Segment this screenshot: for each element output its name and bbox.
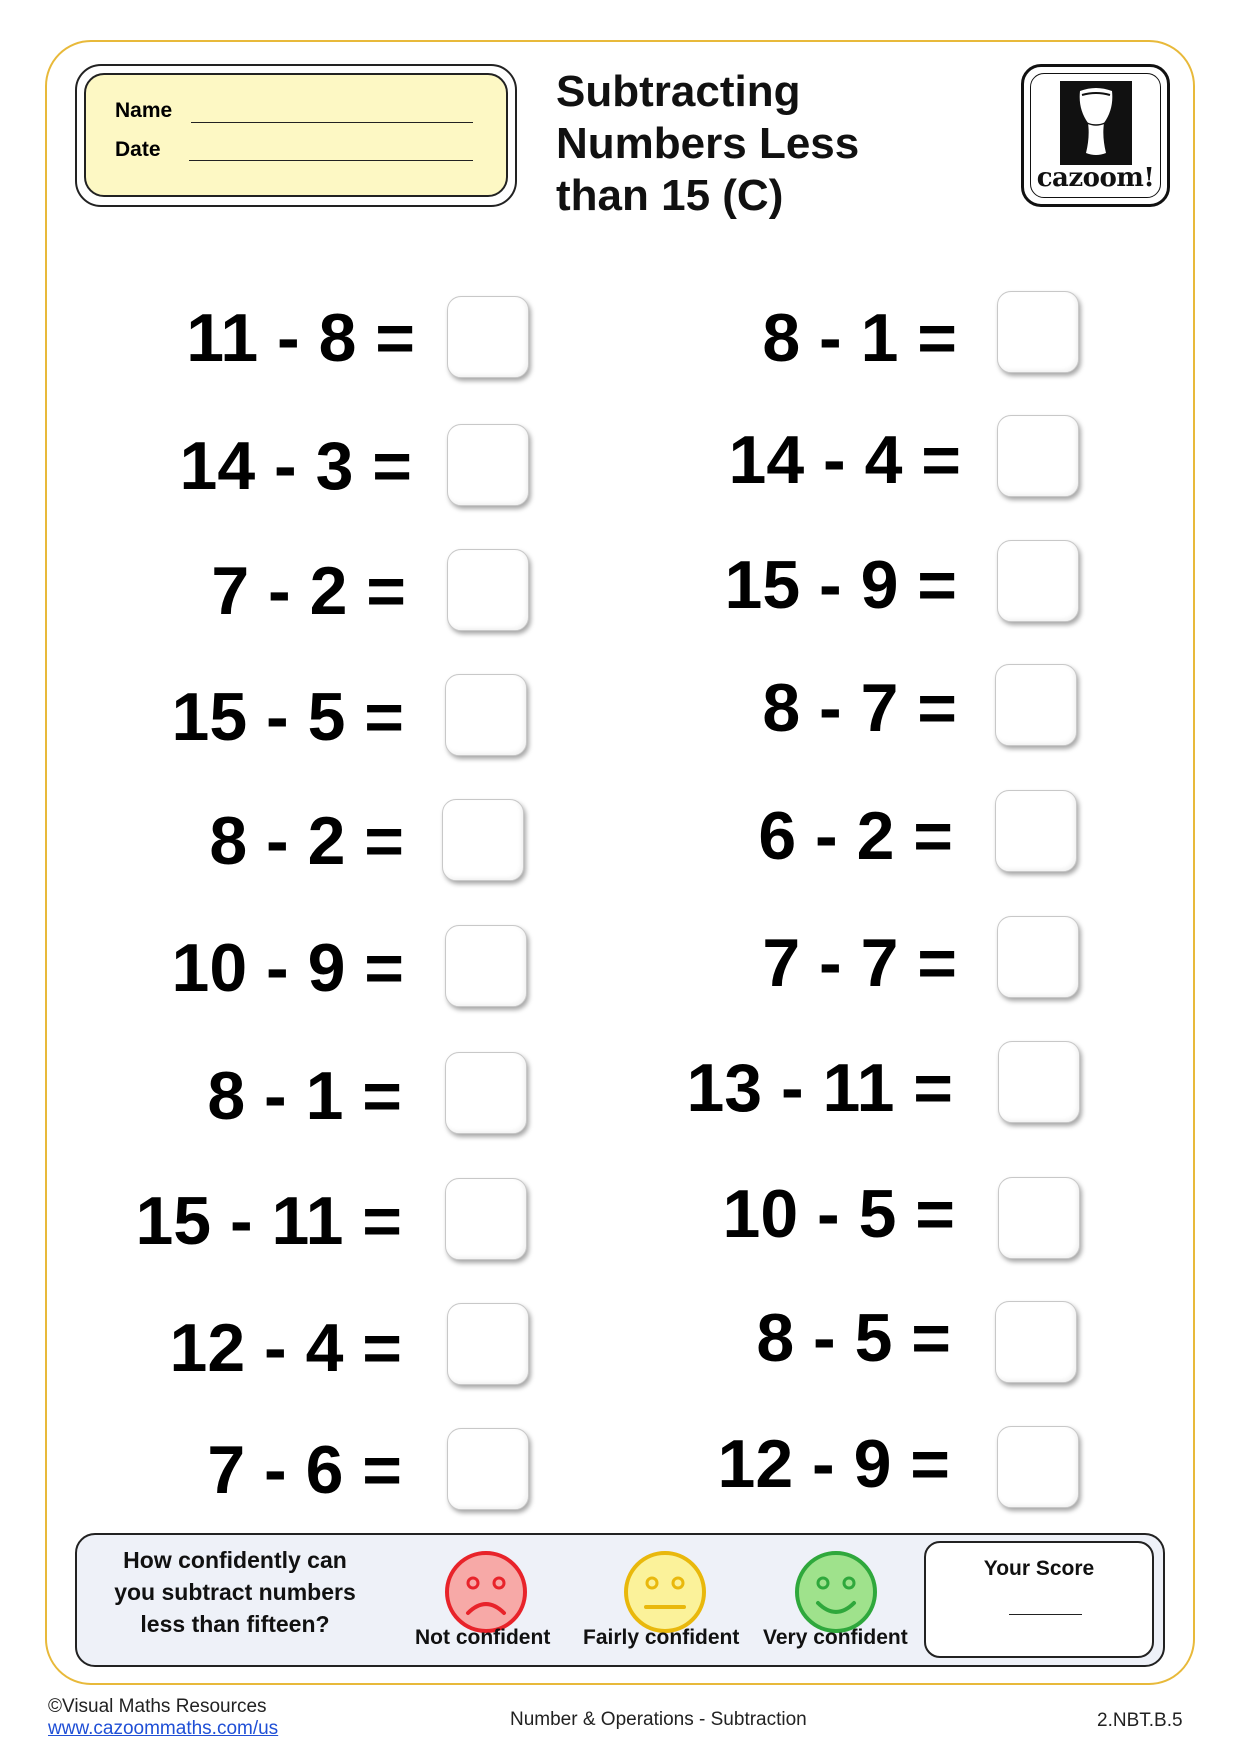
date-label: Date xyxy=(115,138,161,161)
answer-box-right-5[interactable] xyxy=(995,790,1077,872)
page-title xyxy=(556,66,936,222)
problem-right-9: 8 - 5 = xyxy=(756,1300,951,1376)
problem-right-10: 12 - 9 = xyxy=(717,1426,950,1502)
answer-box-right-10[interactable] xyxy=(997,1426,1079,1508)
answer-box-left-8[interactable] xyxy=(445,1178,527,1260)
title-line-2: Numbers Less xyxy=(556,119,860,168)
answer-box-right-2[interactable] xyxy=(997,415,1079,497)
problem-left-3: 7 - 2 = xyxy=(211,553,406,629)
website-link[interactable]: www.cazoommaths.com/us xyxy=(48,1718,279,1739)
problem-right-7: 13 - 11 = xyxy=(686,1050,953,1126)
title-line-1: Subtracting xyxy=(556,67,801,116)
answer-box-left-10[interactable] xyxy=(447,1428,529,1510)
problem-right-5: 6 - 2 = xyxy=(758,798,953,874)
name-field[interactable] xyxy=(191,122,473,123)
answer-box-left-9[interactable] xyxy=(447,1303,529,1385)
answer-box-left-6[interactable] xyxy=(445,925,527,1007)
logo-inner-border xyxy=(1030,73,1161,198)
title-line-3: than 15 (C) xyxy=(556,171,784,220)
answer-box-left-3[interactable] xyxy=(447,549,529,631)
name-label: Name xyxy=(115,99,173,122)
copyright-text: ©Visual Maths Resources xyxy=(48,1696,267,1717)
very-confident-label: Very confident xyxy=(763,1626,908,1649)
problem-left-10: 7 - 6 = xyxy=(207,1432,402,1508)
problem-left-5: 8 - 2 = xyxy=(209,803,404,879)
answer-box-right-1[interactable] xyxy=(997,291,1079,373)
date-field[interactable] xyxy=(189,160,473,161)
problem-right-1: 8 - 1 = xyxy=(762,300,957,376)
not-confident-label: Not confident xyxy=(415,1626,551,1649)
problem-left-9: 12 - 4 = xyxy=(169,1310,402,1386)
answer-box-left-2[interactable] xyxy=(447,424,529,506)
neutral-face-icon[interactable] xyxy=(622,1549,708,1635)
answer-box-left-1[interactable] xyxy=(447,296,529,378)
problem-left-4: 15 - 5 = xyxy=(171,679,404,755)
problem-right-4: 8 - 7 = xyxy=(762,670,957,746)
answer-box-right-7[interactable] xyxy=(998,1041,1080,1123)
fairly-confident-label: Fairly confident xyxy=(583,1626,740,1649)
problem-left-2: 14 - 3 = xyxy=(179,428,412,504)
answer-box-left-5[interactable] xyxy=(442,799,524,881)
problem-left-6: 10 - 9 = xyxy=(171,930,404,1006)
name-row xyxy=(115,99,191,123)
standard-code: 2.NBT.B.5 xyxy=(1097,1710,1183,1731)
name-date-inner xyxy=(84,73,508,197)
confidence-question: How confidently can you subtract numbers less than fifteen? xyxy=(114,1547,356,1637)
problem-right-2: 14 - 4 = xyxy=(728,422,961,498)
answer-box-right-9[interactable] xyxy=(995,1301,1077,1383)
answer-box-right-8[interactable] xyxy=(998,1177,1080,1259)
score-label: Your Score xyxy=(983,1557,1095,1580)
answer-box-left-4[interactable] xyxy=(445,674,527,756)
answer-box-right-4[interactable] xyxy=(995,664,1077,746)
score-line xyxy=(1009,1614,1082,1615)
logo-text: cazoom! xyxy=(1036,163,1155,193)
topic-text: Number & Operations - Subtraction xyxy=(510,1709,807,1730)
answer-box-right-3[interactable] xyxy=(997,540,1079,622)
problem-right-3: 15 - 9 = xyxy=(724,547,957,623)
problem-left-8: 15 - 11 = xyxy=(135,1183,402,1259)
score-box[interactable] xyxy=(924,1541,1154,1658)
problem-right-6: 7 - 7 = xyxy=(762,925,957,1001)
happy-face-icon[interactable] xyxy=(793,1549,879,1635)
date-row xyxy=(115,138,191,162)
answer-box-right-6[interactable] xyxy=(997,916,1079,998)
problem-right-8: 10 - 5 = xyxy=(722,1176,955,1252)
sad-face-icon[interactable] xyxy=(443,1549,529,1635)
problem-left-1: 11 - 8 = xyxy=(186,300,415,376)
problem-left-7: 8 - 1 = xyxy=(207,1058,402,1134)
answer-box-left-7[interactable] xyxy=(445,1052,527,1134)
